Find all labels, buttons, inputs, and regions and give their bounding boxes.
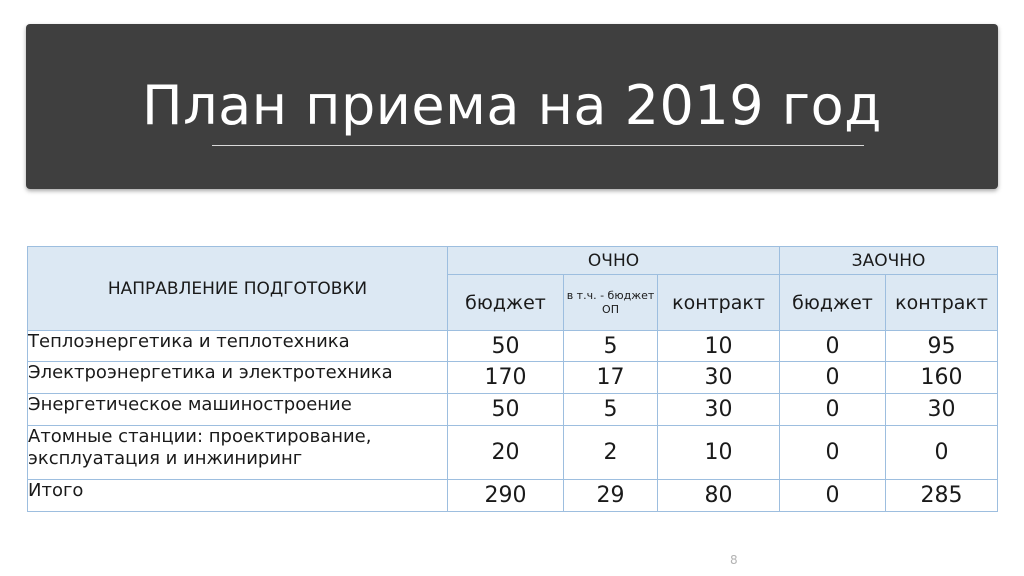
budget-value: 20 xyxy=(448,426,564,480)
budget-value: 290 xyxy=(448,480,564,512)
part-time-contract-value: 160 xyxy=(886,362,998,394)
part-time-budget-value: 0 xyxy=(780,331,886,362)
part-time-header: ЗАОЧНО xyxy=(780,247,998,275)
part-time-contract-value: 285 xyxy=(886,480,998,512)
budget-op-header: в т.ч. - бюджет ОП xyxy=(564,275,658,331)
budget-op-value: 29 xyxy=(564,480,658,512)
direction-name: Энергетическое машиностроение xyxy=(28,394,448,426)
admission-plan-table xyxy=(27,246,998,512)
title-underline xyxy=(212,145,864,146)
part-time-contract-header: контракт xyxy=(886,275,998,331)
budget-op-value: 2 xyxy=(564,426,658,480)
part-time-contract-value: 0 xyxy=(886,426,998,480)
part-time-budget-header: бюджет xyxy=(780,275,886,331)
part-time-budget-value: 0 xyxy=(780,426,886,480)
budget-value: 170 xyxy=(448,362,564,394)
table-row xyxy=(28,394,998,426)
direction-name: Электроэнергетика и электротехника xyxy=(28,362,448,394)
part-time-budget-value: 0 xyxy=(780,480,886,512)
part-time-budget-value: 0 xyxy=(780,362,886,394)
contract-value: 30 xyxy=(658,394,780,426)
total-row xyxy=(28,480,998,512)
table-row xyxy=(28,362,998,394)
contract-value: 10 xyxy=(658,331,780,362)
page-number: 8 xyxy=(730,553,738,567)
part-time-budget-value: 0 xyxy=(780,394,886,426)
direction-header: НАПРАВЛЕНИЕ ПОДГОТОВКИ xyxy=(28,247,448,331)
contract-value: 30 xyxy=(658,362,780,394)
budget-value: 50 xyxy=(448,394,564,426)
contract-value: 10 xyxy=(658,426,780,480)
total-label: Итого xyxy=(28,480,448,512)
title-banner xyxy=(26,24,998,189)
budget-value: 50 xyxy=(448,331,564,362)
part-time-contract-value: 30 xyxy=(886,394,998,426)
full-time-header: ОЧНО xyxy=(448,247,780,275)
contract-value: 80 xyxy=(658,480,780,512)
part-time-contract-value: 95 xyxy=(886,331,998,362)
budget-header: бюджет xyxy=(448,275,564,331)
budget-op-value: 5 xyxy=(564,331,658,362)
budget-op-value: 17 xyxy=(564,362,658,394)
slide-title: План приема на 2019 год xyxy=(142,74,882,137)
direction-name: Теплоэнергетика и теплотехника xyxy=(28,331,448,362)
direction-name: Атомные станции: проектирование, эксплуатация и инжиниринг xyxy=(28,426,448,480)
budget-op-value: 5 xyxy=(564,394,658,426)
contract-header: контракт xyxy=(658,275,780,331)
table-row xyxy=(28,331,998,362)
table-row xyxy=(28,426,998,480)
